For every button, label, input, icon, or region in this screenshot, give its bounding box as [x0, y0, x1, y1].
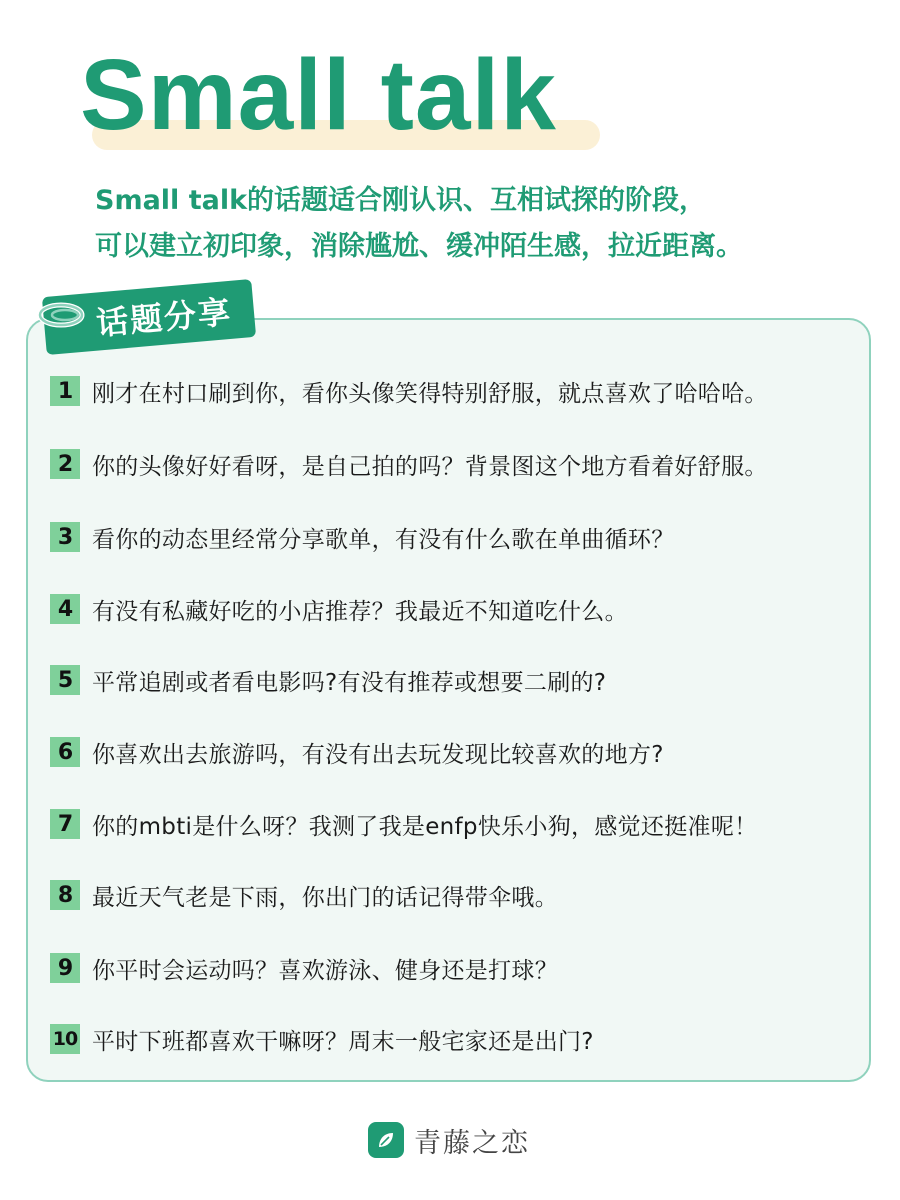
page-title: Small talk	[80, 39, 557, 151]
topic-item	[50, 1022, 594, 1056]
topic-text: 有没有私藏好吃的小店推荐？我最近不知道吃什么。	[92, 598, 628, 625]
topic-item	[50, 663, 606, 697]
topic-number: 2	[50, 449, 80, 479]
topic-item	[50, 447, 768, 481]
topic-item	[50, 592, 628, 626]
subtitle-line: 可以建立初印象，消除尴尬、缓冲陌生感，拉近距离。	[95, 231, 743, 262]
paperclip-icon	[36, 300, 86, 330]
topic-item	[50, 878, 558, 912]
topic-text: 看你的动态里经常分享歌单，有没有什么歌在单曲循环？	[92, 526, 675, 553]
brand-footer	[368, 1120, 530, 1160]
topic-number: 6	[50, 737, 80, 767]
subtitle-line: Small talk的话题适合刚认识、互相试探的阶段，	[95, 185, 707, 216]
topic-number: 4	[50, 594, 80, 624]
topic-text: 你的头像好好看呀，是自己拍的吗？背景图这个地方看着好舒服。	[92, 453, 768, 480]
topic-number: 3	[50, 522, 80, 552]
topic-text: 你的mbti是什么呀？我测了我是enfp快乐小狗，感觉还挺准呢！	[92, 813, 758, 840]
leaf-icon	[368, 1122, 404, 1158]
topic-text: 最近天气老是下雨，你出门的话记得带伞哦。	[92, 884, 558, 911]
topic-item	[50, 807, 757, 841]
topic-item	[50, 374, 768, 408]
topic-text: 平常追剧或者看电影吗?有没有推荐或想要二刷的?	[92, 669, 607, 696]
topic-text: 你喜欢出去旅游吗，有没有出去玩发现比较喜欢的地方?	[92, 741, 664, 768]
topic-number: 10	[50, 1024, 80, 1054]
topic-number: 5	[50, 665, 80, 695]
title-block	[80, 40, 640, 160]
subtitle	[95, 178, 875, 270]
section-badge-label: 话题分享	[94, 292, 234, 343]
topic-number: 8	[50, 880, 80, 910]
topic-item	[50, 951, 558, 985]
topic-number: 1	[50, 376, 80, 406]
topic-number: 7	[50, 809, 80, 839]
topic-text: 平时下班都喜欢干嘛呀？周末一般宅家还是出门?	[92, 1028, 594, 1055]
topic-text: 刚才在村口刷到你，看你头像笑得特别舒服，就点喜欢了哈哈哈。	[92, 380, 768, 407]
topic-text: 你平时会运动吗？喜欢游泳、健身还是打球？	[92, 957, 558, 984]
topic-item	[50, 520, 675, 554]
topic-item	[50, 735, 664, 769]
topic-number: 9	[50, 953, 80, 983]
brand-name: 青藤之恋	[414, 1127, 530, 1159]
